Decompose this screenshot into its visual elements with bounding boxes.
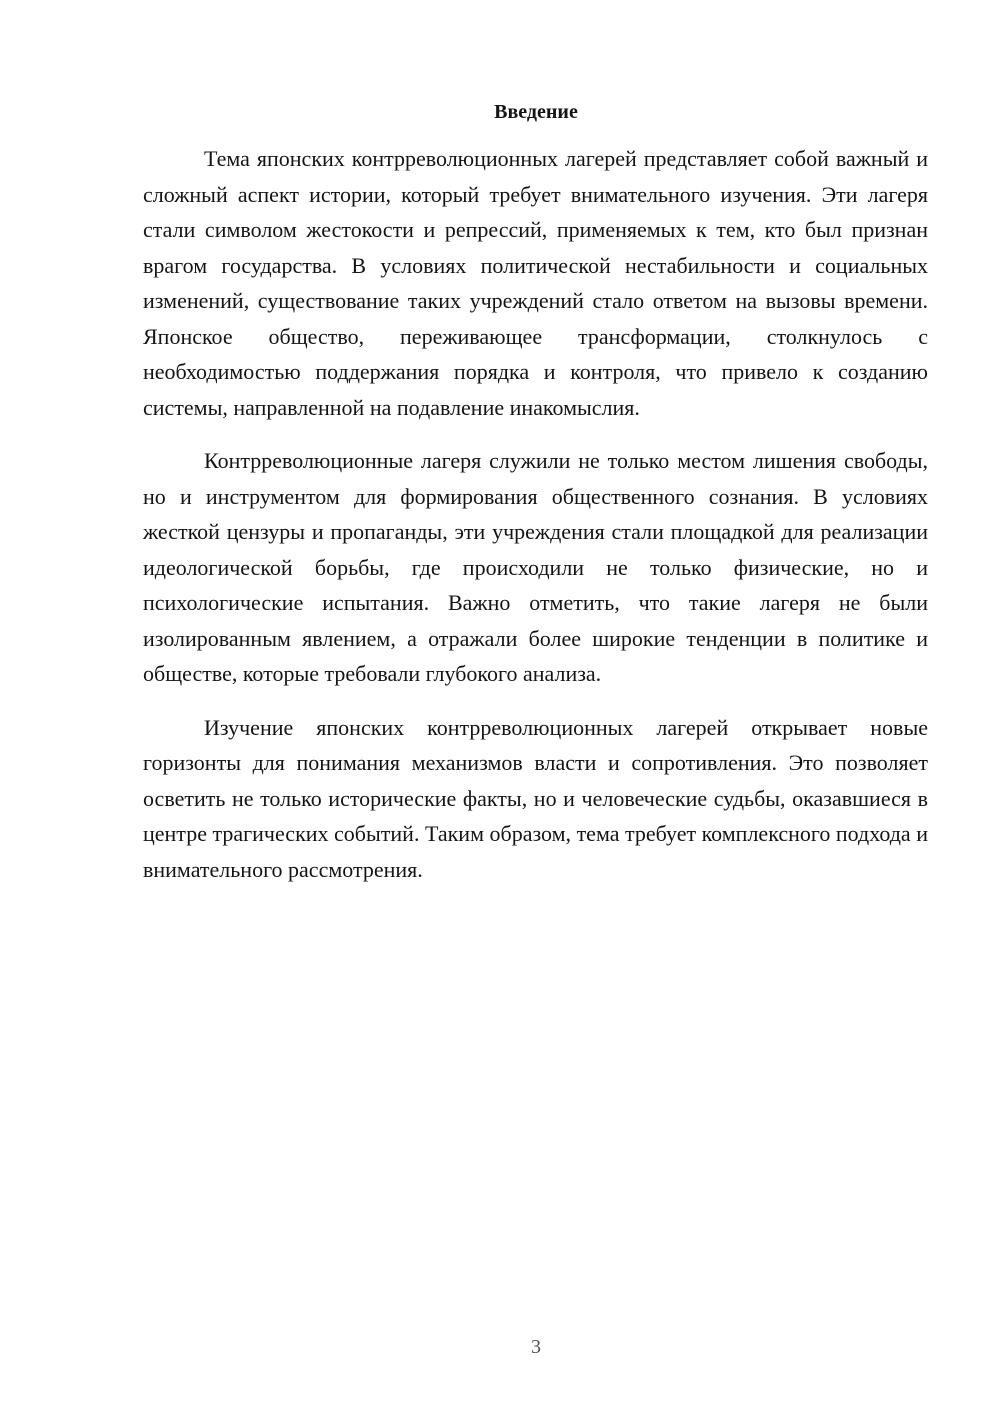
body-text	[143, 141, 928, 905]
section-title: Введение	[494, 101, 578, 123]
paragraph-1: Тема японских контрреволюционных лагерей представляет собой важный и сложный аспект истории, который требует внимательного изучения. Эти лагеря стали символом жестокости и репрессий, применяемых к тем, кто был признан врагом государства. В условиях политической нестабильности и социальных изменений, существование таких учреждений стало ответом на вызовы времени. Японское общество, переживающее трансформации, столкнулось с необходимостью поддержания порядка и контроля, что привело к созданию системы, направленной на подавление инакомыслия.	[143, 146, 928, 420]
paragraph-2: Контрреволюционные лагеря служили не только местом лишения свободы, но и инструментом для формирования общественного сознания. В условиях жесткой цензуры и пропаганды, эти учреждения стали площадкой для реализации идеологической борьбы, где происходили не только физические, но и психологические испытания. Важно отметить, что такие лагеря не были изолированным явлением, а отражали более широкие тенденции в политике и обществе, которые требовали глубокого анализа.	[143, 448, 928, 686]
paragraph-3: Изучение японских контрреволюционных лагерей открывает новые горизонты для понимания механизмов власти и сопротивления. Это позволяет осветить не только исторические факты, но и человеческие судьбы, оказавшиеся в центре трагических событий. Таким образом, тема требует комплексного подхода и внимательного рассмотрения.	[143, 714, 928, 882]
page-number: 3	[531, 1336, 541, 1358]
